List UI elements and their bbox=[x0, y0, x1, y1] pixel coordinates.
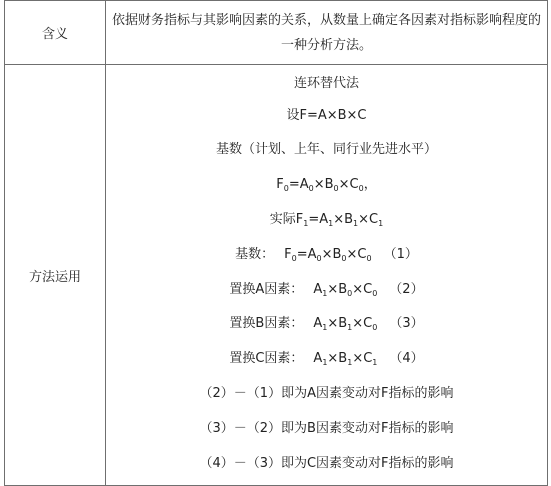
definition-text: 依据财务指标与其影响因素的关系，从数量上确定各因素对指标影响程度的一种分析方法。 bbox=[106, 1, 548, 65]
set-formula: 设F=A×B×C bbox=[286, 107, 367, 123]
formula-step-2: 置换A因素： $A_1\times B_0\times C_0$ （2） bbox=[229, 281, 424, 298]
method-table bbox=[4, 0, 548, 486]
formula-step-1: 基数： $F_0=A_0\times B_0\times C_0$ （1） bbox=[235, 246, 418, 263]
formula-actual: 实际$F_1=A_1\times B_1\times C_1$ bbox=[269, 212, 384, 228]
row-label-definition: 含义 bbox=[5, 1, 106, 65]
formula-f0: $F_0=A_0\times B_0\times C_0$， bbox=[276, 177, 377, 194]
table-row-definition bbox=[5, 1, 548, 65]
method-title: 连环替代法 bbox=[293, 75, 359, 91]
effect-b: （3）－（2）即为B因素变动对F指标的影响 bbox=[199, 420, 454, 436]
formula-step-3: 置换B因素： $A_1\times B_1\times C_0$ （3） bbox=[229, 316, 424, 333]
effect-c: （4）－（3）即为C因素变动对F指标的影响 bbox=[199, 455, 454, 471]
effect-a: （2）－（1）即为A因素变动对F指标的影响 bbox=[199, 385, 454, 401]
base-note: 基数（计划、上年、同行业先进水平） bbox=[215, 142, 437, 158]
table-row-method bbox=[5, 65, 548, 486]
method-content bbox=[106, 65, 548, 486]
row-label-method: 方法运用 bbox=[5, 65, 106, 486]
formula-step-4: 置换C因素： $A_1\times B_1\times C_1$ （4） bbox=[229, 351, 424, 368]
